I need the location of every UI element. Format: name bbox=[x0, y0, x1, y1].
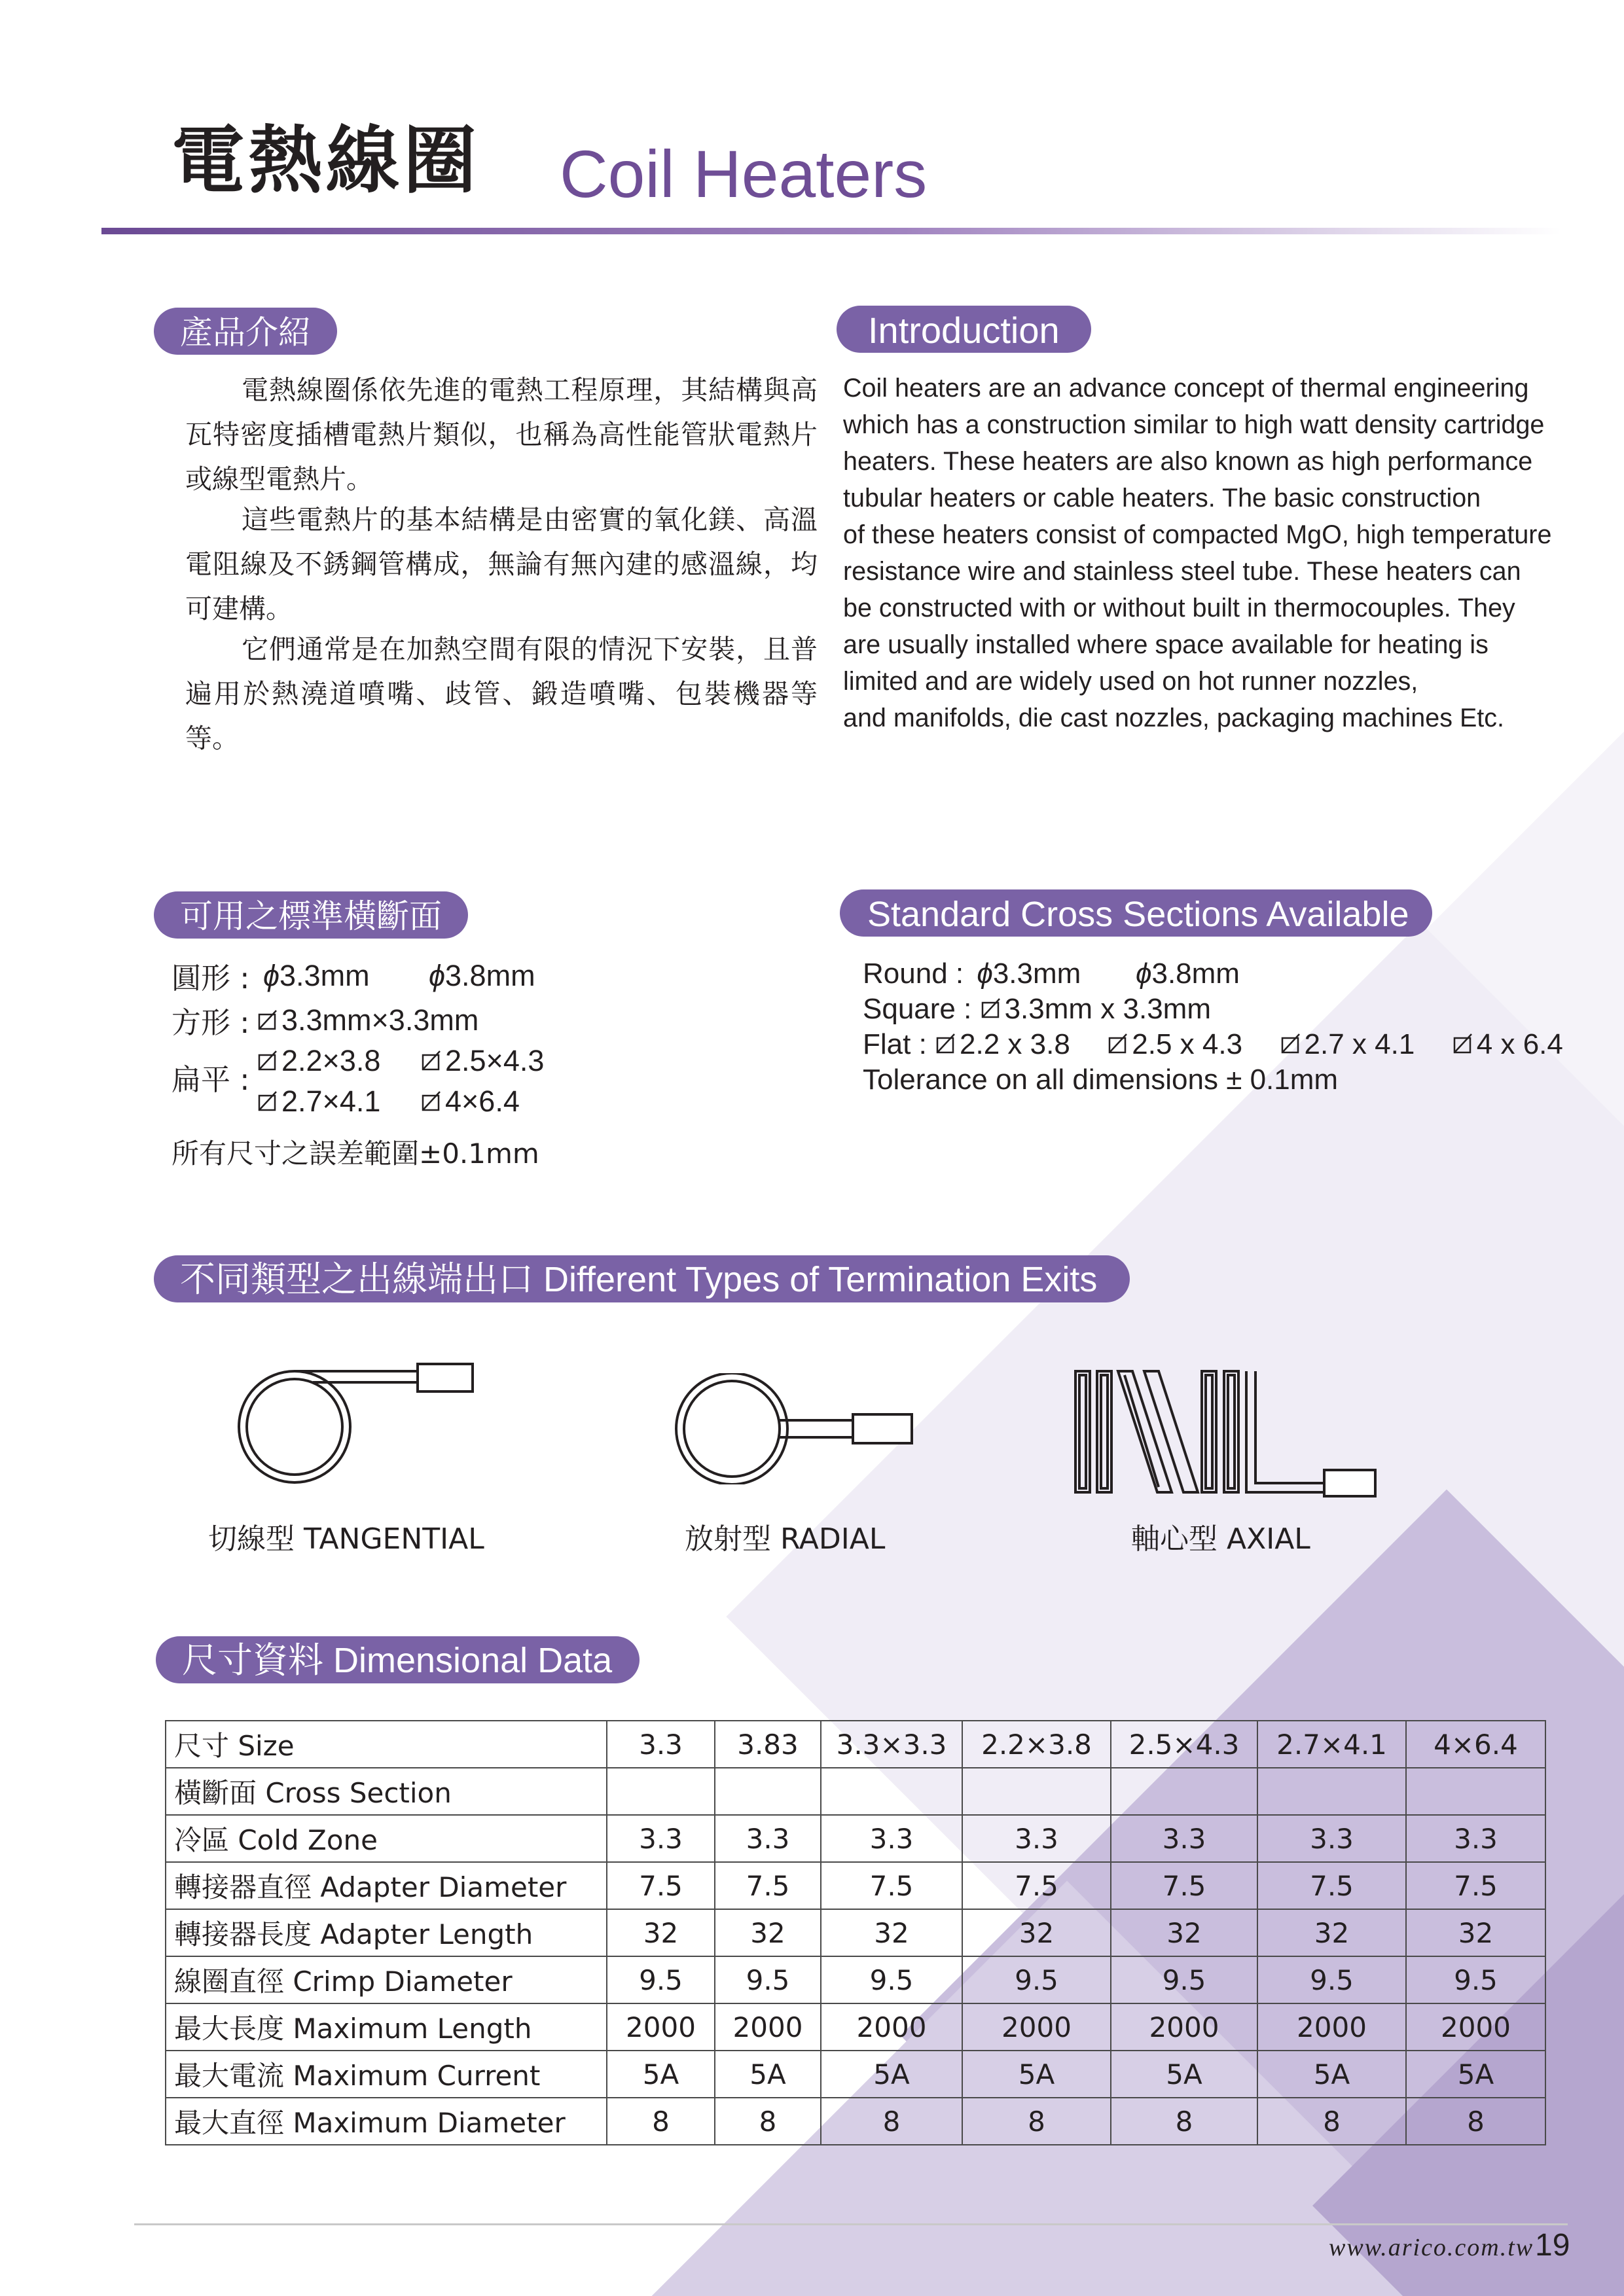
flat-section-icon bbox=[1107, 1033, 1129, 1055]
intro-en-text bbox=[843, 370, 1596, 736]
intro-en-line: are usually installed where space available for heating is bbox=[843, 630, 1489, 659]
section-heading-cross-en: Standard Cross Sections Available bbox=[840, 889, 1432, 937]
flat-row-en: Flat : 2.2 x 3.8 2.5 x 4.3 2.7 x 4.1 4 x 6.4 bbox=[863, 1028, 1563, 1060]
intro-zh-paragraph-3: 它們通常是在加熱空間有限的情況下安裝，且普遍用於熱澆道噴嘴、歧管、鍛造噴嘴、包裝機器等等。 bbox=[185, 634, 818, 754]
square-section-icon bbox=[980, 997, 1002, 1020]
table-row bbox=[166, 2003, 1545, 2051]
table-row-label: 轉接器直徑 Adapter Diameter bbox=[166, 1862, 607, 1909]
table-cell: 9.5 bbox=[1406, 1956, 1545, 2003]
square-label-zh: 方形 : bbox=[171, 1005, 250, 1040]
table-cell bbox=[821, 1768, 962, 1815]
table-row bbox=[166, 1815, 1545, 1862]
table-cell: 2.2×3.8 bbox=[962, 1721, 1111, 1768]
table-cell: 7.5 bbox=[962, 1862, 1111, 1909]
round-size-2-en: ϕ3.8mm bbox=[1136, 958, 1240, 990]
table-cell: 9.5 bbox=[715, 1956, 821, 2003]
table-cell: 8 bbox=[821, 2098, 962, 2145]
table-cell: 8 bbox=[715, 2098, 821, 2145]
table-cell: 3.83 bbox=[715, 1721, 821, 1768]
tolerance-en: Tolerance on all dimensions ± 0.1mm bbox=[863, 1064, 1339, 1096]
table-row bbox=[166, 1862, 1545, 1909]
table-cell bbox=[715, 1768, 821, 1815]
table-cell: 8 bbox=[607, 2098, 715, 2145]
table-cell: 32 bbox=[1111, 1909, 1257, 1956]
table-cell: 2000 bbox=[1406, 2003, 1545, 2051]
flat-size-4-zh: 4×6.4 bbox=[420, 1086, 520, 1116]
dimensional-data-table bbox=[165, 1720, 1546, 2145]
table-cell: 9.5 bbox=[821, 1956, 962, 2003]
table-row bbox=[166, 1768, 1545, 1815]
intro-en-line: which has a construction similar to high watt density cartridge bbox=[843, 410, 1545, 439]
table-row-label: 冷區 Cold Zone bbox=[166, 1815, 607, 1862]
tangential-label: 切線型 TANGENTIAL bbox=[208, 1522, 484, 1556]
table-cell: 2000 bbox=[1257, 2003, 1406, 2051]
table-cell: 5A bbox=[1406, 2051, 1545, 2098]
table-cell bbox=[1406, 1768, 1545, 1815]
flat-section-icon bbox=[257, 1050, 279, 1072]
flat-section-icon bbox=[1452, 1033, 1474, 1055]
table-row bbox=[166, 1721, 1545, 1768]
intro-en-line: of these heaters consist of compacted MgO, high temperature bbox=[843, 520, 1552, 549]
table-cell: 3.3 bbox=[607, 1721, 715, 1768]
section-heading-dimensional: 尺寸資料 Dimensional Data bbox=[156, 1636, 640, 1683]
table-cell bbox=[1257, 1768, 1406, 1815]
table-cell: 5A bbox=[821, 2051, 962, 2098]
table-row-label: 轉接器長度 Adapter Length bbox=[166, 1909, 607, 1956]
table-cell: 9.5 bbox=[1257, 1956, 1406, 2003]
table-cell: 32 bbox=[962, 1909, 1111, 1956]
table-cell: 8 bbox=[1257, 2098, 1406, 2145]
table-cell: 9.5 bbox=[962, 1956, 1111, 2003]
footer-url: www.arico.com.tw bbox=[1329, 2234, 1534, 2261]
table-cell: 9.5 bbox=[607, 1956, 715, 2003]
table-cell: 3.3 bbox=[607, 1815, 715, 1862]
table-cell bbox=[1111, 1768, 1257, 1815]
axial-label: 軸心型 AXIAL bbox=[1131, 1522, 1310, 1556]
table-cell: 32 bbox=[1257, 1909, 1406, 1956]
flat-size-3-zh: 2.7×4.1 bbox=[257, 1086, 380, 1116]
table-row-label: 橫斷面 Cross Section bbox=[166, 1768, 607, 1815]
section-heading-introduction: Introduction bbox=[837, 306, 1091, 353]
tolerance-zh: 所有尺寸之誤差範圍±0.1mm bbox=[171, 1138, 539, 1170]
table-row bbox=[166, 1909, 1545, 1956]
table-cell: 8 bbox=[1111, 2098, 1257, 2145]
flat-section-icon bbox=[420, 1050, 442, 1072]
intro-zh-paragraph-2: 這些電熱片的基本結構是由密實的氧化鎂、高溫電阻線及不銹鋼管構成，無論有無內建的感溫線，均可建構。 bbox=[185, 504, 818, 624]
table-cell: 2.5×4.3 bbox=[1111, 1721, 1257, 1768]
flat-section-icon bbox=[1280, 1033, 1302, 1055]
table-cell: 32 bbox=[1406, 1909, 1545, 1956]
table-cell: 7.5 bbox=[715, 1862, 821, 1909]
section-heading-intro-zh: 產品介紹 bbox=[154, 308, 337, 355]
table-cell: 5A bbox=[715, 2051, 821, 2098]
page-title-en: Coil Heaters bbox=[560, 137, 928, 211]
intro-en-line: heaters. These heaters are also known as high performance bbox=[843, 447, 1533, 476]
table-cell: 7.5 bbox=[607, 1862, 715, 1909]
table-cell: 2.7×4.1 bbox=[1257, 1721, 1406, 1768]
round-row-en: Round : ϕ3.3mm bbox=[863, 958, 1081, 990]
radial-coil-diagram bbox=[673, 1373, 922, 1484]
intro-en-line: resistance wire and stainless steel tube. These heaters can bbox=[843, 557, 1521, 586]
section-heading-termination: 不同類型之出線端出口 Different Types of Termination Exits bbox=[154, 1255, 1130, 1302]
intro-zh-paragraph-1: 電熱線圈係依先進的電熱工程原理，其結構與高瓦特密度插槽電熱片類似，也稱為高性能管狀電熱片或線型電熱片。 bbox=[185, 374, 818, 495]
tangential-coil-diagram bbox=[236, 1355, 484, 1486]
table-cell: 3.3 bbox=[821, 1815, 962, 1862]
diameter-icon: ϕ bbox=[977, 958, 993, 990]
table-cell: 3.3 bbox=[1406, 1815, 1545, 1862]
flat-size-2-zh: 2.5×4.3 bbox=[420, 1046, 544, 1075]
square-size-zh: 3.3mm×3.3mm bbox=[257, 1005, 478, 1035]
table-cell: 8 bbox=[962, 2098, 1111, 2145]
square-row-en: Square : 3.3mm x 3.3mm bbox=[863, 993, 1211, 1025]
table-row bbox=[166, 2098, 1545, 2145]
intro-en-line: and manifolds, die cast nozzles, packaging machines Etc. bbox=[843, 704, 1504, 732]
table-cell: 3.3 bbox=[1111, 1815, 1257, 1862]
table-cell: 7.5 bbox=[1111, 1862, 1257, 1909]
table-cell: 2000 bbox=[1111, 2003, 1257, 2051]
table-cell: 8 bbox=[1406, 2098, 1545, 2145]
round-size-1-zh: ϕ3.3mm bbox=[263, 959, 370, 992]
table-cell: 32 bbox=[821, 1909, 962, 1956]
table-cell: 3.3×3.3 bbox=[821, 1721, 962, 1768]
table-cell: 5A bbox=[962, 2051, 1111, 2098]
flat-size-1-zh: 2.2×3.8 bbox=[257, 1046, 380, 1075]
table-cell: 5A bbox=[1111, 2051, 1257, 2098]
flat-section-icon bbox=[935, 1033, 957, 1055]
flat-section-icon bbox=[257, 1090, 279, 1113]
table-cell: 5A bbox=[1257, 2051, 1406, 2098]
diameter-icon: ϕ bbox=[263, 959, 280, 992]
square-section-icon bbox=[257, 1009, 279, 1031]
page-number: 19 bbox=[1535, 2228, 1570, 2263]
table-cell: 3.3 bbox=[962, 1815, 1111, 1862]
table-cell: 3.3 bbox=[715, 1815, 821, 1862]
flat-label-zh: 扁平 : bbox=[171, 1062, 250, 1097]
table-cell: 7.5 bbox=[1406, 1862, 1545, 1909]
round-size-2-zh: ϕ3.8mm bbox=[429, 959, 535, 992]
table-row-label: 最大電流 Maximum Current bbox=[166, 2051, 607, 2098]
table-cell: 3.3 bbox=[1257, 1815, 1406, 1862]
table-cell: 2000 bbox=[821, 2003, 962, 2051]
table-cell: 9.5 bbox=[1111, 1956, 1257, 2003]
table-cell: 2000 bbox=[962, 2003, 1111, 2051]
diameter-icon: ϕ bbox=[429, 959, 446, 992]
table-row-label: 尺寸 Size bbox=[166, 1721, 607, 1768]
axial-coil-diagram bbox=[1072, 1368, 1386, 1499]
radial-label: 放射型 RADIAL bbox=[685, 1522, 886, 1556]
table-cell: 7.5 bbox=[1257, 1862, 1406, 1909]
intro-en-line: Coil heaters are an advance concept of thermal engineering bbox=[843, 374, 1529, 403]
title-divider bbox=[101, 228, 1561, 234]
table-cell: 32 bbox=[607, 1909, 715, 1956]
footer-divider bbox=[134, 2223, 1568, 2225]
table-cell: 4×6.4 bbox=[1406, 1721, 1545, 1768]
intro-en-line: tubular heaters or cable heaters. The basic construction bbox=[843, 484, 1481, 512]
table-cell bbox=[607, 1768, 715, 1815]
section-heading-cross-zh: 可用之標準橫斷面 bbox=[154, 891, 468, 939]
table-cell: 7.5 bbox=[821, 1862, 962, 1909]
table-cell: 5A bbox=[607, 2051, 715, 2098]
flat-section-icon bbox=[420, 1090, 442, 1113]
diameter-icon: ϕ bbox=[1136, 958, 1152, 990]
table-cell: 2000 bbox=[715, 2003, 821, 2051]
table-row-label: 最大長度 Maximum Length bbox=[166, 2003, 607, 2051]
table-cell bbox=[962, 1768, 1111, 1815]
round-label-zh: 圓形 : bbox=[171, 961, 250, 996]
table-row bbox=[166, 2051, 1545, 2098]
page-title-zh: 電熱線圈 bbox=[171, 118, 480, 204]
table-row-label: 線圈直徑 Crimp Diameter bbox=[166, 1956, 607, 2003]
table-cell: 32 bbox=[715, 1909, 821, 1956]
table-cell: 2000 bbox=[607, 2003, 715, 2051]
intro-en-line: limited and are widely used on hot runner nozzles, bbox=[843, 667, 1418, 696]
table-row-label: 最大直徑 Maximum Diameter bbox=[166, 2098, 607, 2145]
intro-en-line: be constructed with or without built in thermocouples. They bbox=[843, 594, 1515, 622]
table-row bbox=[166, 1956, 1545, 2003]
